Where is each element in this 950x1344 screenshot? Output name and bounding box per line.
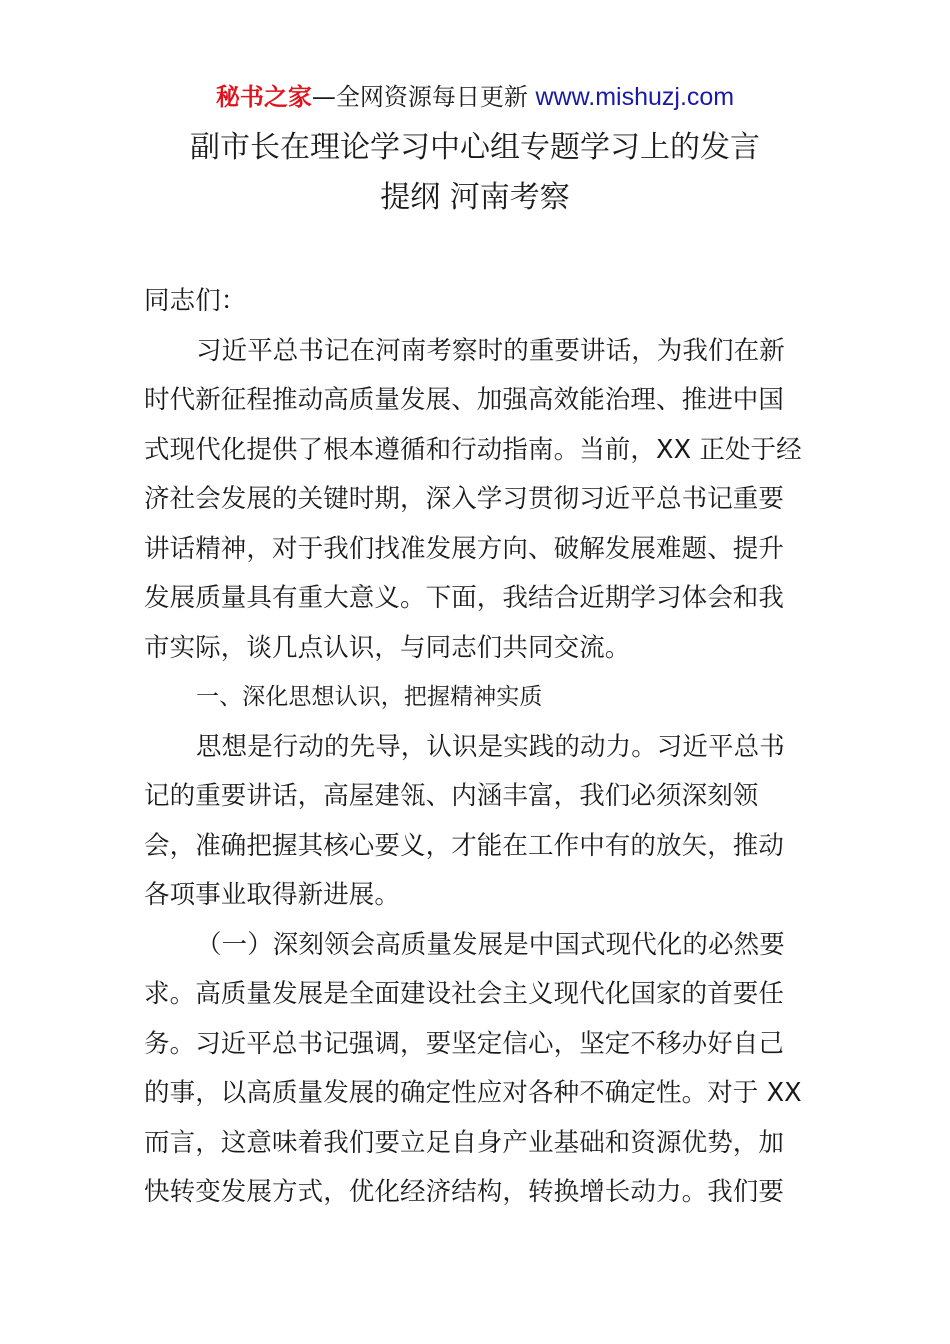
paragraph-line: 时代新征程推动高质量发展、加强高效能治理、推进中国 <box>144 385 785 415</box>
document-body <box>144 277 808 1218</box>
paragraph-line: 式现代化提供了根本遵循和行动指南。当前，XX 正处于经 <box>144 434 802 465</box>
document-title-line-2: 提纲 河南考察 <box>380 180 570 215</box>
site-url-link[interactable]: www.mishuzj.com <box>535 83 735 111</box>
paragraph-line: 发展质量具有重大意义。下面，我结合近期学习体会和我 <box>144 583 785 613</box>
paragraph-line: 济社会发展的关键时期，深入学习贯彻习近平总书记重要 <box>144 484 785 514</box>
section-heading: 一、深化思想认识，把握精神实质 <box>196 684 543 710</box>
paragraph-line: 会，准确把握其核心要义，才能在工作中有的放矢，推动 <box>144 830 785 861</box>
paragraph-line: 务。习近平总书记强调，要坚定信心，坚定不移办好自己 <box>144 1028 785 1059</box>
site-header <box>0 80 950 114</box>
paragraph-line: 习近平总书记在河南考察时的重要讲话，为我们在新 <box>196 335 785 366</box>
document-title-line-1: 副市长在理论学习中心组专题学习上的发言 <box>190 130 760 165</box>
paragraph-line: 市实际，谈几点认识，与同志们共同交流。 <box>144 632 631 663</box>
paragraph-line: 求。高质量发展是全面建设社会主义现代化国家的首要任 <box>144 979 785 1009</box>
paragraph-line: 记的重要讲话，高屋建瓴、内涵丰富，我们必须深刻领 <box>144 781 759 811</box>
paragraph-line: 的事，以高质量发展的确定性应对各种不确定性。对于 XX <box>144 1078 802 1108</box>
paragraph-line: 快转变发展方式，优化经济结构，转换增长动力。我们要 <box>144 1177 785 1207</box>
paragraph-line: 讲话精神，对于我们找准发展方向、破解发展难题、提升 <box>144 533 785 564</box>
paragraph-line: （一）深刻领会高质量发展是中国式现代化的必然要 <box>196 929 785 960</box>
salutation: 同志们： <box>144 286 247 316</box>
brand-name: 秘书之家 <box>215 83 312 111</box>
paragraph-line: 而言，这意味着我们要立足自身产业基础和资源优势，加 <box>144 1127 785 1158</box>
header-tagline: —全网资源每日更新 <box>311 83 528 111</box>
paragraph-line: 思想是行动的先导，认识是实践的动力。习近平总书 <box>196 731 785 762</box>
paragraph-line: 各项事业取得新进展。 <box>144 880 401 910</box>
